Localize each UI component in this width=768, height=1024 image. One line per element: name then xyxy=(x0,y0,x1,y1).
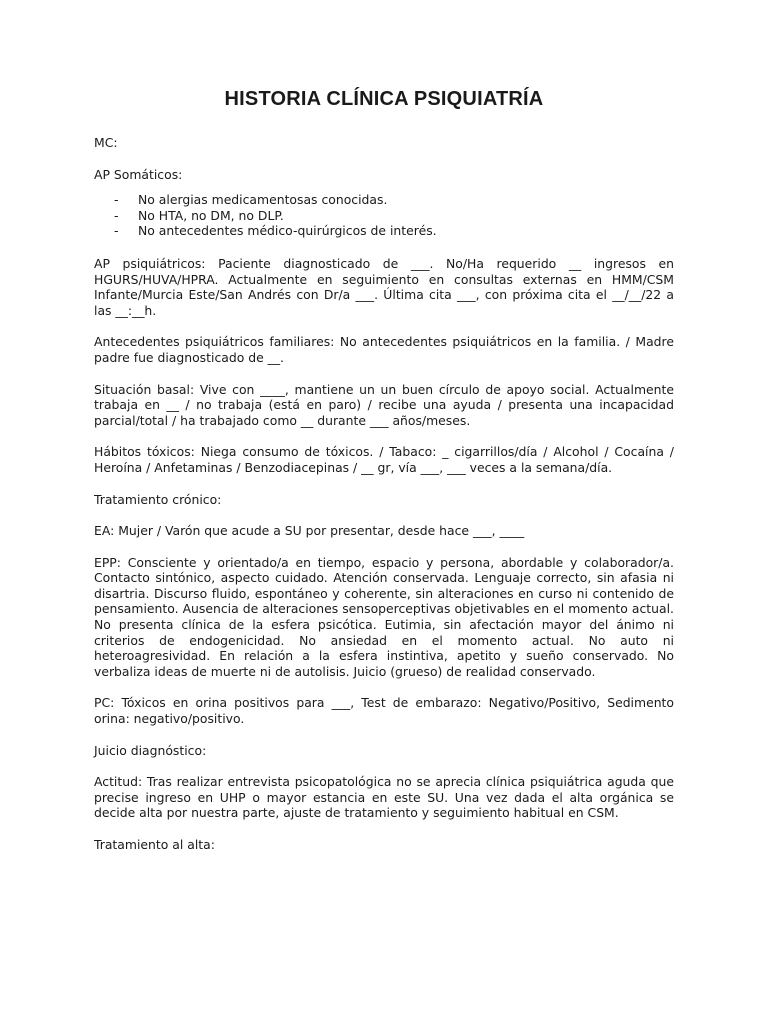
situacion-basal-text: Vive con ____, mantiene un un buen círculo de apoyo social. Actualmente trabaja en __ / no trabaja (está en paro) / recibe una ayuda / presenta una incapacidad parcial/total / ha trabajado como __ durante ___ años/meses. xyxy=(94,381,674,428)
ap-psiquiatricos-label: AP psiquiátricos: xyxy=(94,255,206,271)
antecedentes-familiares-section xyxy=(94,334,674,365)
situacion-basal-label: Situación basal: xyxy=(94,381,195,397)
situacion-basal-section xyxy=(94,382,674,429)
actitud-section xyxy=(94,774,674,821)
ea-label: EA: xyxy=(94,523,115,539)
epp-label: EPP: xyxy=(94,554,121,570)
pc-label: PC: xyxy=(94,695,115,711)
juicio-diagnostico-label: Juicio diagnóstico: xyxy=(94,742,207,758)
actitud-label: Actitud: xyxy=(94,774,143,790)
tratamiento-alta-label: Tratamiento al alta: xyxy=(94,837,215,852)
antecedentes-familiares-label: Antecedentes psiquiátricos familiares: xyxy=(94,334,335,350)
epp-text: Consciente y orientado/a en tiempo, espacio y persona, abordable y colaborador/a. Contacto sintónico, aspecto cuidado. Atención conservada. Lenguaje correcto, sin afasia ni disartria. Discurso fluido, espontáneo y coherente, sin alteraciones en curso ni contenido de pensamiento. Ausencia de alteraciones sensoperceptivas objetivables en el momento actual. No presenta clínica de la esfera psicótica. Eutimia, sin afectación mayor del ánimo ni criterios de endogenicidad. No ansiedad en el momento actual. No auto ni heteroagresividad. En relación a la esfera instintiva, apetito y sueño conservado. No verbaliza ideas de muerte ni de autolisis. Juicio (grueso) de realidad conservado. xyxy=(94,554,674,679)
antecedentes-familiares-text: No antecedentes psiquiátricos en la familia. / Madre padre fue diagnosticado de __. xyxy=(94,334,674,365)
ap-psiquiatricos-text: Paciente diagnosticado de ___. No/Ha requerido __ ingresos en HGURS/HUVA/HPRA. Actualmente en seguimiento en consultas externas en HMM/CSM Infante/Murcia Este/San Andrés con Dr/a ___. Última cita ___, con próxima cita el __/__/22 a las __:__h. xyxy=(94,255,674,318)
epp-section xyxy=(94,555,674,680)
page-title: HISTORIA CLÍNICA PSIQUIATRÍA xyxy=(224,88,544,110)
ea-text: Mujer / Varón que acude a SU por presentar, desde hace ___, ____ xyxy=(118,523,525,539)
ap-somaticos-label: AP Somáticos: xyxy=(94,166,183,182)
pc-section xyxy=(94,695,674,726)
actitud-text: Tras realizar entrevista psicopatológica no se aprecia clínica psiquiátrica aguda que precise ingreso en UHP o mayor estancia en este SU. Una vez dada el alta orgánica se decide alta por nuestra parte, ajuste de tratamiento y seguimiento habitual en CSM. xyxy=(94,774,674,821)
habitos-toxicos-text: Niega consumo de tóxicos. / Tabaco: _ cigarrillos/día / Alcohol / Cocaína / Heroína / Anfetaminas / Benzodiacepinas / __ gr, vía ___, ___ veces a la semana/día. xyxy=(94,444,674,475)
list-item: - No HTA, no DM, no DLP. xyxy=(114,208,674,224)
list-item: - No antecedentes médico-quirúrgicos de interés. xyxy=(114,223,674,239)
list-item: - No alergias medicamentosas conocidas. xyxy=(114,192,674,208)
ap-somaticos-list xyxy=(114,192,674,239)
ea-section xyxy=(94,523,674,539)
ap-psiquiatricos-section xyxy=(94,256,674,318)
pc-text: Tóxicos en orina positivos para ___, Test de embarazo: Negativo/Positivo, Sedimento orina: negativo/positivo. xyxy=(94,695,674,727)
tratamiento-cronico-label: Tratamiento crónico: xyxy=(94,491,222,507)
habitos-toxicos-section xyxy=(94,444,674,475)
habitos-toxicos-label: Hábitos tóxicos: xyxy=(94,444,195,460)
mc-label: MC: xyxy=(94,135,118,150)
